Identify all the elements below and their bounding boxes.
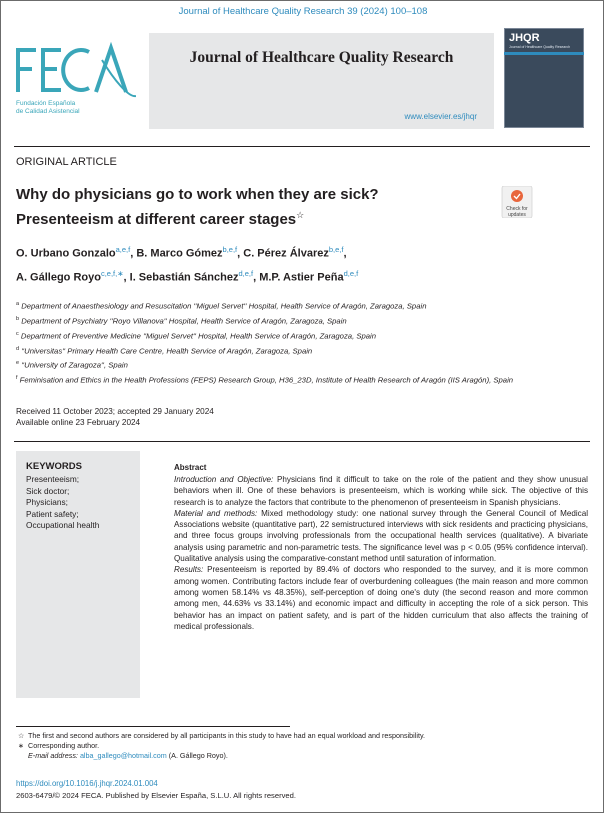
keyword-item: Sick doctor;	[26, 485, 70, 496]
keywords-list	[26, 474, 99, 532]
abstract-intro: Introduction and Objective: Physicians find it difficult to take on the role of the patient and they show unusual behaviors when ill. One of these behaviors is presenteeism, which is working while sick. The objective of this research is to analyze the factors that contribute to the phenomenon of presenteeism in Spanish physicians.	[174, 475, 588, 507]
author-list: O. Urbano Gonzalo$^{a,e,f}$, B. Marco Gómez$^{b,e,f}$, C. Pérez Álvarez$^{b,e,f}$, A. Gállego Royo$^{c,e,f,∗}$, I. Sebastián Sánchez$^{d,e,f}$, M.P. Astier Peña$^{d,e,f}$	[16, 245, 359, 284]
keyword-item: Occupational health	[26, 520, 100, 530]
keywords-title: KEYWORDS	[26, 461, 82, 472]
article-type: ORIGINAL ARTICLE	[16, 156, 117, 168]
author-affil-sup[interactable]: c,e,f,∗	[100, 268, 124, 278]
author-name: C. Pérez Álvarez	[243, 247, 329, 260]
footnotes	[18, 731, 583, 761]
abstract-methods: Material and methods: Mixed methodology study: one national survey through the General Council of Medical Associations website (quantitative part), 22 semistructured interviews with sick residents and practicing physicians, and three focus groups involving professionals from the occupational health services (qualitative). A bivariate analysis using parametric and non-parametric tests. The significance level was p < 0.05 (95% confidence interval). Qualitative analysis using the comparative-constant method until saturation of information.	[174, 508, 588, 564]
title-line-1: Why do physicians go to work when they are sick?	[16, 186, 379, 203]
check-for-updates-label: Check for updates	[506, 206, 528, 218]
keyword-item: Physicians;	[26, 497, 68, 507]
title-line-2: Presenteeism at different career stages☆	[16, 210, 305, 228]
journal-url-link[interactable]: www.elsevier.es/jhqr	[404, 112, 477, 121]
title-footnote-mark[interactable]: ☆	[296, 210, 305, 220]
received-date: Received 11 October 2023; accepted 29 January 2024	[16, 407, 214, 416]
email-link[interactable]: alba_gallego@hotmail.com	[79, 751, 167, 760]
footnote-corresponding: ∗ Corresponding author.	[18, 741, 100, 750]
copyright-line: 2603-6479/© 2024 FECA. Published by Elsevier España, S.L.U. All rights reserved.	[16, 791, 296, 800]
author-name: A. Gállego Royo	[16, 271, 101, 284]
affiliation-list	[16, 298, 588, 387]
author-name: M.P. Astier Peña	[259, 271, 344, 284]
journal-citation-line[interactable]: Journal of Healthcare Quality Research 39 (2024) 100–108	[178, 6, 428, 17]
abstract-body	[174, 474, 588, 632]
journal-title: Journal of Healthcare Quality Research	[189, 49, 454, 66]
affiliation-item: $^e$ ''University of Zaragoza'', Spain	[16, 360, 128, 370]
abstract-title: Abstract	[174, 463, 207, 472]
author-affil-sup[interactable]: d,e,f	[238, 268, 254, 278]
online-date: Available online 23 February 2024	[16, 418, 141, 427]
doi-link[interactable]: https://doi.org/10.1016/j.jhqr.2024.01.004	[16, 779, 158, 788]
article-title	[16, 184, 496, 230]
feca-logo-subtitle: Fundación Española de Calidad Asistencial	[16, 100, 80, 115]
author-affil-sup[interactable]: b,e,f	[328, 245, 344, 254]
journal-cover-stripe	[504, 52, 584, 55]
journal-cover-title: JHQR	[509, 32, 540, 44]
affiliation-item: $^b$ Department of Psychiatry ''Royo Villanova'' Hospital, Health Service of Aragón, Zaragoza, Spain	[16, 315, 347, 326]
keyword-item: Patient safety;	[26, 508, 79, 519]
dates-divider	[14, 441, 590, 442]
keyword-item: Presenteeism;	[26, 474, 80, 484]
footnote-equal-contribution: ☆ The first and second authors are considered by all participants in this study to have had an equal workload and responsibility.	[18, 731, 426, 740]
header-divider	[14, 146, 590, 147]
affiliation-item: $^d$ ''Universitas'' Primary Health Care Centre, Health Service of Aragón, Zaragoza, Spain	[16, 345, 313, 356]
author-name: B. Marco Gómez	[136, 247, 223, 260]
affiliation-item: $^c$ Department of Preventive Medicine ''Miguel Servet'' Hospital, Health Service of Aragón, Zaragoza, Spain	[16, 330, 377, 341]
footnote-divider	[16, 726, 290, 727]
author-affil-sup[interactable]: b,e,f	[222, 245, 238, 254]
abstract-results: Results: Presenteeism is reported by 89.4% of doctors who responded to the survey, and it is more common among women. Contributing factors include fear of overburdening colleagues (the main reason and more common among women 58.14% vs 48.35%), self-perception of doing one's duty (the second reason and more common among men, 44.63% vs 33.14%) and economic impact and difficulty in accepting the role of a sick person. This behavior has an impact on patient safety, and is part of the hidden curriculum that also affects the training of medical professionals.	[174, 565, 588, 631]
journal-cover-subtitle: Journal of Healthcare Quality Research	[509, 45, 571, 49]
affiliation-item: $^f$ Feminisation and Ethics in the Health Professions (FEPS) Research Group, H36_23D, Institute of Health Research of Aragón (IIS Aragón), Spain	[16, 375, 514, 385]
article-dates	[16, 406, 214, 428]
author-affil-sup[interactable]: d,e,f	[343, 268, 359, 278]
author-name: I. Sebastián Sánchez	[129, 271, 239, 284]
author-name: O. Urbano Gonzalo	[16, 247, 116, 260]
footnote-email: E-mail address: alba_gallego@hotmail.com (A. Gállego Royo).	[28, 751, 228, 760]
author-affil-sup[interactable]: a,e,f	[115, 245, 131, 254]
affiliation-item: $^a$ Department of Anaesthesiology and Resuscitation ''Miguel Servet'' Hospital, Health Service of Aragón, Zaragoza, Spain	[16, 301, 427, 311]
